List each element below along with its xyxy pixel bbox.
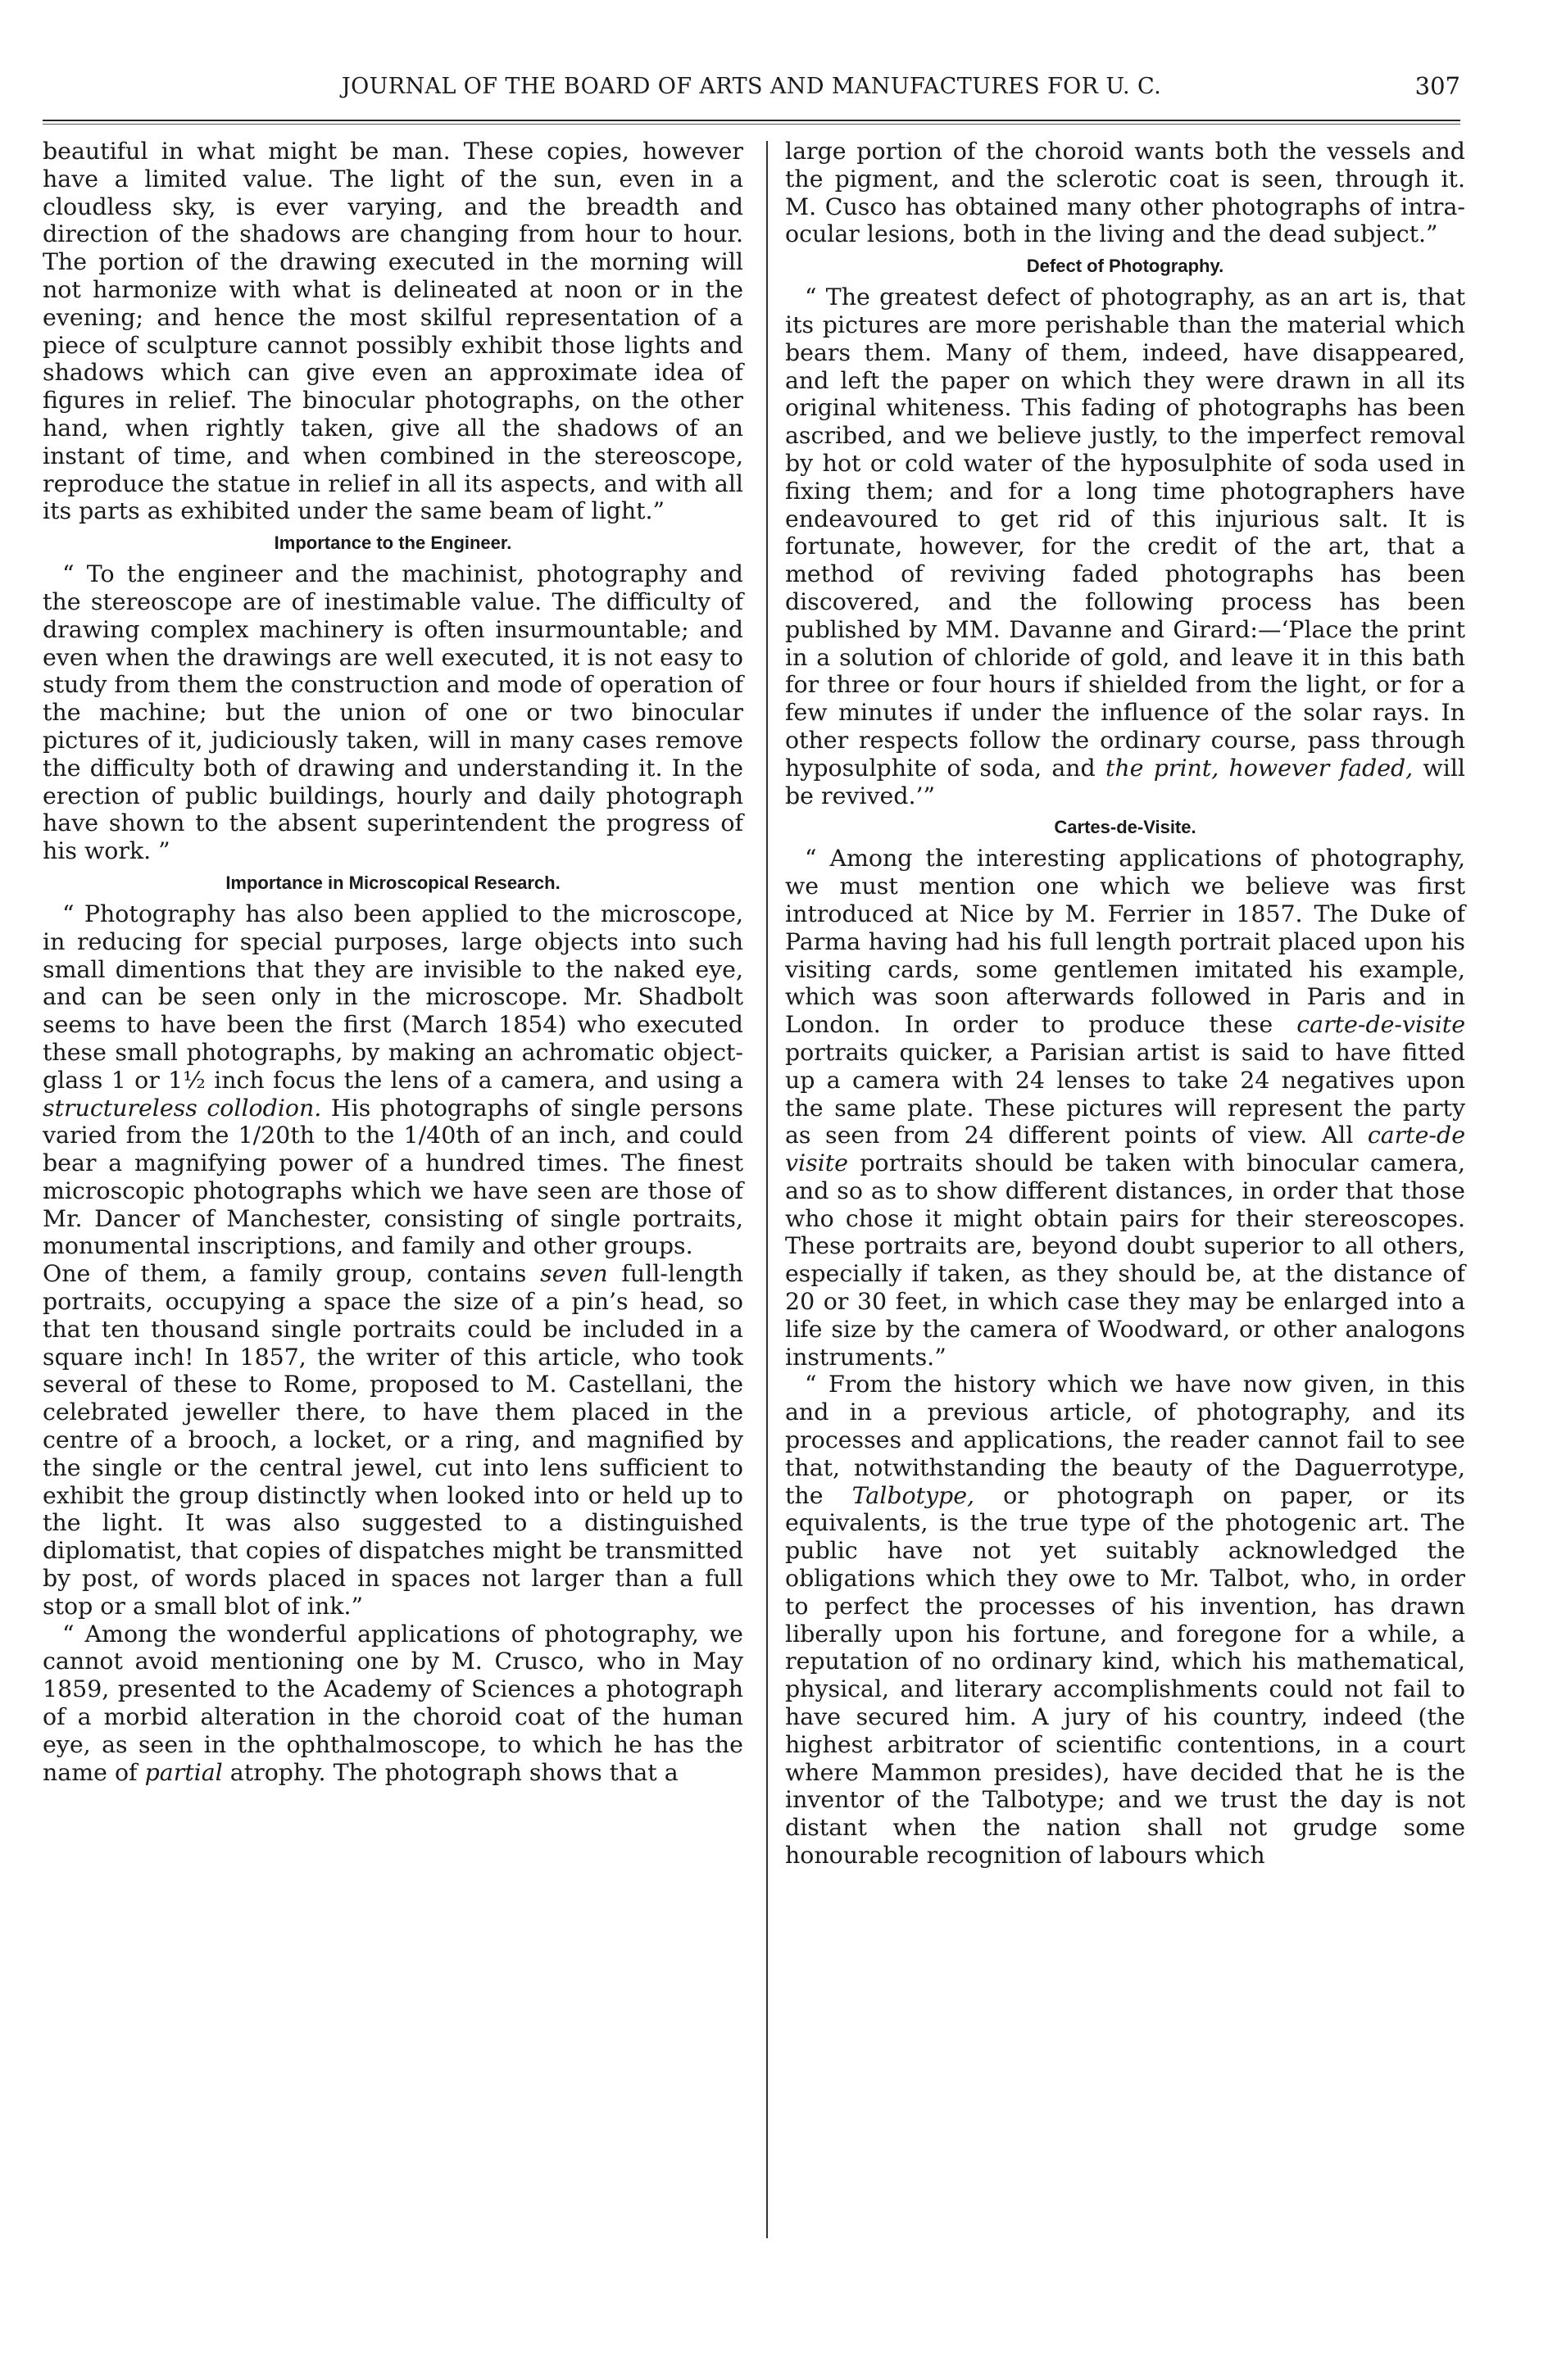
page-header	[43, 64, 1460, 107]
italic-run: seven	[540, 1260, 608, 1288]
paragraph: “ To the engineer and the machinist, photography and the stereoscope are of inestimable value. The difficulty of drawing complex machinery is often insurmountable; and even when the drawings are well executed, it is not easy to study from them the construction and mode of operation of the machine; but the union of one or two binocular pictures of it, judiciously taken, will in many cases remove the difficulty both of drawing and understanding it. In the erection of public buildings, hourly and daily photograph have shown to the absent superintendent the progress of his work. ”	[43, 560, 743, 865]
section-heading-engineer: Importance to the Engineer.	[274, 533, 512, 554]
paragraph	[785, 283, 1465, 809]
italic-run: partial	[144, 1758, 223, 1786]
paragraph: large portion of the choroid wants both the vessels and the pigment, and the sclerotic coat is seen, through it. M. Cusco has obtained many other photographs of intra-ocular lesions, both in the living and the dead subject.”	[785, 138, 1465, 248]
section-heading-defect: Defect of Photography.	[1026, 256, 1224, 277]
text-run: portraits quicker, a Parisian artist is said to have fitted up a camera with 24 lenses to take 24 negatives upon the same plate. These pictures will represent the party as seen from 24 different points of view. All	[785, 1038, 1465, 1149]
page-number: 307	[1414, 72, 1460, 100]
running-title: JOURNAL OF THE BOARD OF ARTS AND MANUFACTURES FOR U. C.	[341, 74, 1162, 99]
paragraph	[785, 1371, 1465, 1869]
text-run: “ The greatest defect of photography, as an art is, that its pictures are more perishable than the material which bears them. Many of them, indeed, have disappeared, and left the paper on which they were drawn in all its original whiteness. This fading of photographs has been ascribed, and we believe justly, to the imperfect removal by hot or cold water of the hyposulphite of soda used in fixing them; and for a long time photographers have endeavoured to get rid of this injurious salt. It is fortunate, however, for the credit of the art, that a method of reviving faded photographs has been discovered, and the following process has been published by MM. Davanne and Girard:—‘Place the print in a solution of chloride of gold, and leave it in this bath for three or four hours if shielded from the light, or for a few minutes if under the influence of the solar rays. In other respects follow the ordinary course, pass through hyposulphite of soda, and	[785, 283, 1465, 782]
section-heading-cartes: Cartes-de-Visite.	[1054, 817, 1196, 838]
text-run: “ Photography has also been applied to the microscope, in reducing for special purposes, large objects into such small dimentions that they are invisible to the naked eye, and can be seen only in the microscope. Mr. Shadbolt seems to have been the first (March 1854) who executed these small photographs, by making an achromatic object-glass 1 or 1½ inch focus the lens of a camera, and using a	[43, 900, 743, 1094]
left-column	[43, 138, 743, 1786]
text-run: or photograph on paper, or its equivalents, is the true type of the photogenic art. The public have not yet suitably acknowledged the obligations which they owe to Mr. Talbot, who, in order to perfect the processes of his invention, has drawn liberally upon his fortune, and foregone for a while, a reputation of no ordinary kind, which his mathematical, physical, and literary accomplishments could not fail to have secured him. A jury of his country, indeed (the highest arbitrator of scientific contentions, in a court where Mammon presides), have decided that he is the inventor of the Talbotype; and we trust the day is not distant when the nation shall not grudge some honourable recognition of labours which	[785, 1481, 1465, 1870]
text-run: One of them, a family group, contains	[43, 1260, 541, 1288]
text-run: atrophy. The photograph shows that a	[222, 1758, 679, 1786]
text-run: “ Among the interesting applications of photography, we must mention one which we believe was first introduced at Nice by M. Ferrier in 1857. The Duke of Parma having had his full length portrait placed upon his visiting cards, some gentlemen imitated his example, which was soon afterwards followed in Paris and in London. In order to produce these	[785, 845, 1465, 1039]
italic-run: carte-de-visite	[1296, 1011, 1465, 1039]
right-column	[785, 138, 1465, 1870]
header-rule	[43, 120, 1460, 121]
text-run: full-length portraits, occupying a space the size of a pin’s head, so that ten thousand single portraits could be included in a square inch! In 1857, the writer of this article, who took several of these to Rome, proposed to M. Castellani, the celebrated jeweller there, to have them placed in the centre of a brooch, a locket, or a ring, and magnified by the single or the central jewel, cut into lens sufficient to exhibit the group distinctly when looked into or held up to the light. It was also suggested to a distinguished diplomatist, that copies of dispatches might be transmitted by post, of words placed in spaces not larger than a full stop or a small blot of ink.”	[43, 1260, 743, 1620]
text-run: will be revived.’”	[785, 754, 1465, 809]
italic-run: carte-de visite	[785, 1122, 1465, 1177]
italic-run: Talbotype,	[851, 1481, 975, 1509]
paragraph	[43, 900, 743, 1260]
column-divider	[766, 141, 768, 2238]
paragraph	[43, 1621, 743, 1787]
italic-run: the print, however faded,	[1105, 754, 1414, 782]
text-run: “ Among the wonderful applications of photography, we cannot avoid mentioning one by M. Crusco, who in May 1859, presented to the Academy of Sciences a photograph of a morbid alteration in the choroid coat of the human eye, as seen in the ophthalmoscope, to which he has the name of	[43, 1620, 743, 1786]
header-rule-thin	[43, 124, 1460, 125]
paragraph	[43, 1260, 743, 1620]
text-run: “ From the history which we have now given, in this and in a previous article, of photography, and its processes and applications, the reader cannot fail to see that, notwithstanding the beauty of the Daguerrotype, the	[785, 1371, 1465, 1509]
paragraph: beautiful in what might be man. These copies, however have a limited value. The light of the sun, even in a cloudless sky, is ever varying, and the breadth and direction of the shadows are changing from hour to hour. The portion of the drawing executed in the morning will not harmonize with what is delineated at noon or in the evening; and hence the most skilful representation of a piece of sculpture cannot possibly exhibit those lights and shadows which can give even an approximate idea of figures in relief. The binocular photographs, on the other hand, when rightly taken, give all the shadows of an instant of time, and when combined in the stereoscope, reproduce the statue in relief in all its aspects, and with all its parts as exhibited under the same beam of light.”	[43, 138, 743, 525]
italic-run: structureless collodion.	[43, 1094, 322, 1122]
text-run: His photographs of single persons varied from the 1/20th to the 1/40th of an inch, and could bear a magnifying power of a hundred times. The finest microscopic photographs which we have seen are those of Mr. Dancer of Manchester, consisting of single portraits, monumental inscriptions, and family and other groups.	[43, 1094, 743, 1260]
section-heading-microscopical: Importance in Microscopical Research.	[225, 872, 561, 893]
text-run: portraits should be taken with binocular camera, and so as to show different distances, in order that those who chose it might obtain pairs for their stereoscopes. These portraits are, beyond doubt superior to all others, especially if taken, as they should be, at the distance of 20 or 30 feet, in which case they may be enlarged into a life size by the camera of Woodward, or other analogons instruments.”	[785, 1149, 1465, 1371]
paragraph	[785, 845, 1465, 1371]
